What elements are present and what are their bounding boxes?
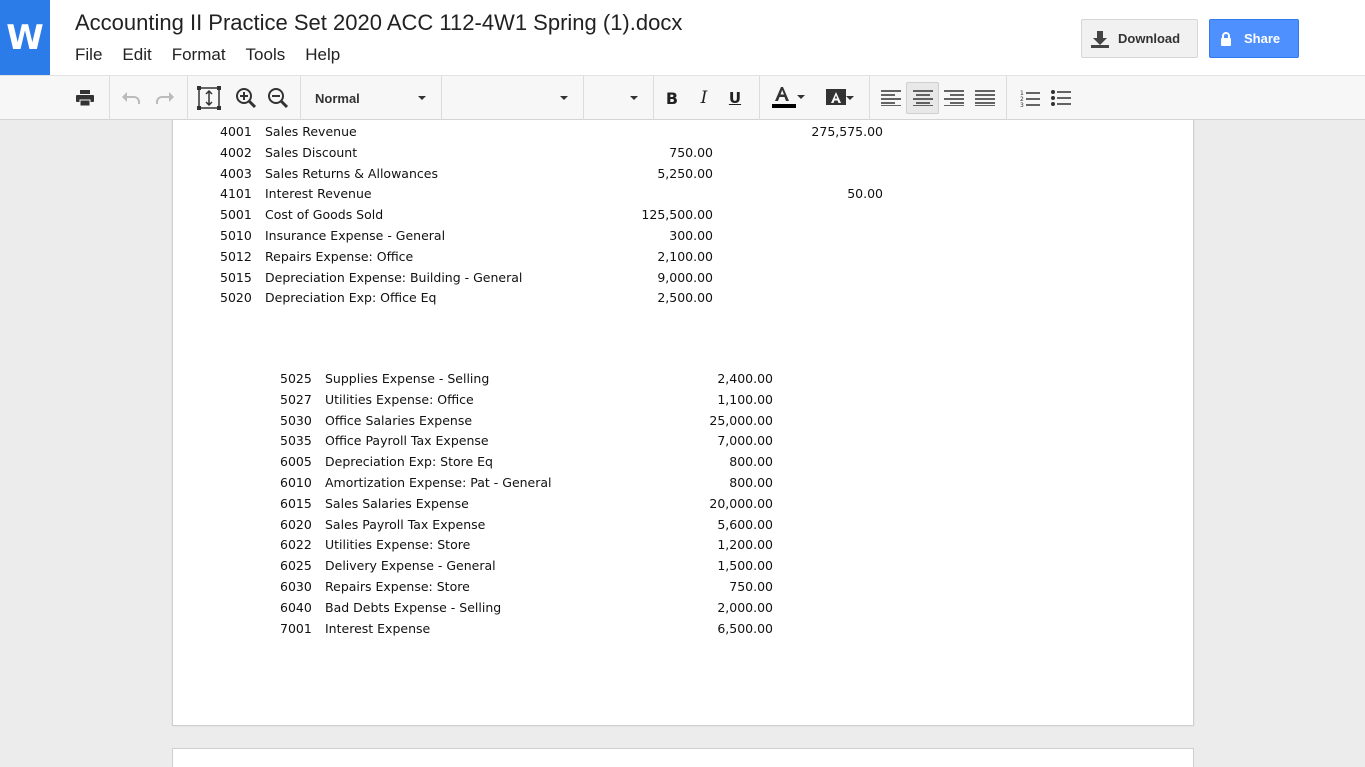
formatting-toolbar [0, 75, 1365, 120]
account-number: 5020 [220, 290, 252, 306]
zoom-in-button[interactable] [231, 76, 261, 120]
debit-amount: 800.00 [729, 454, 773, 470]
bold-button[interactable]: B [665, 88, 679, 108]
text-color-icon [772, 86, 798, 110]
account-name: Depreciation Exp: Office Eq [265, 290, 437, 306]
fit-page-button[interactable] [194, 76, 224, 120]
account-name: Sales Returns & Allowances [265, 165, 438, 181]
account-name: Insurance Expense - General [265, 228, 446, 243]
chevron-down-icon [560, 96, 568, 100]
account-name: Interest Revenue [265, 186, 372, 202]
bulleted-list-icon [1051, 89, 1071, 107]
account-number: 6040 [280, 599, 312, 615]
document-title[interactable]: Accounting II Practice Set 2020 ACC 112-4W1 Spring (1).docx [75, 10, 683, 35]
menu-tools[interactable]: Tools [245, 45, 286, 64]
account-name: Interest Expense [325, 620, 431, 636]
debit-amount: 9,000.00 [657, 269, 713, 285]
font-size-select[interactable] [584, 76, 653, 120]
app-header [0, 0, 1365, 75]
ledger-row [280, 558, 880, 574]
account-number: 5015 [220, 269, 252, 285]
account-name: Sales Salaries Expense [325, 495, 469, 511]
ledger-row [220, 186, 920, 202]
italic-button[interactable]: I [700, 88, 708, 108]
account-name: Utilities Expense: Store [325, 537, 471, 553]
menu-edit[interactable]: Edit [122, 45, 152, 64]
undo-icon [121, 91, 141, 105]
ledger-row [280, 517, 880, 533]
ledger-row [280, 621, 880, 637]
menu-bar [75, 45, 360, 65]
document-page-next [172, 748, 1194, 767]
account-number: 4002 [220, 144, 252, 160]
ledger-row [280, 600, 880, 616]
debit-amount: 5,250.00 [657, 165, 713, 181]
account-name: Sales Payroll Tax Expense [325, 516, 486, 532]
account-number: 6010 [280, 475, 312, 490]
ledger-row [280, 496, 880, 512]
download-icon [1090, 30, 1110, 48]
account-number: 6030 [280, 579, 312, 594]
account-number: 6025 [280, 558, 312, 574]
print-icon [76, 90, 94, 106]
download-button[interactable] [1081, 19, 1198, 58]
font-family-select[interactable] [442, 76, 583, 120]
bulleted-list-button[interactable] [1046, 76, 1076, 120]
debit-amount: 2,400.00 [717, 371, 773, 386]
chevron-down-icon [846, 96, 854, 100]
menu-file[interactable]: File [75, 45, 103, 64]
paragraph-style-select[interactable] [301, 76, 441, 120]
chevron-down-icon [797, 95, 805, 99]
account-name: Repairs Expense: Office [265, 248, 414, 264]
zoom-out-button[interactable] [263, 76, 293, 120]
lock-icon [1220, 32, 1232, 46]
account-number: 5001 [220, 207, 252, 223]
ledger-row [220, 228, 920, 244]
ledger-row [280, 371, 880, 387]
account-number: 5012 [220, 248, 252, 264]
debit-amount: 1,100.00 [717, 391, 773, 407]
zoom-out-icon [267, 87, 289, 109]
account-name: Bad Debts Expense - Selling [325, 599, 502, 615]
debit-amount: 750.00 [729, 579, 773, 594]
account-number: 6015 [280, 495, 312, 511]
account-name: Depreciation Expense: Building - General [265, 269, 523, 285]
align-left-button[interactable] [876, 76, 906, 120]
share-label: Share [1244, 31, 1281, 46]
fit-page-icon [197, 86, 221, 110]
align-center-button[interactable] [906, 82, 939, 114]
ledger-row [220, 166, 920, 182]
justify-icon [975, 90, 995, 106]
ledger-row [280, 537, 880, 553]
account-name: Cost of Goods Sold [265, 207, 384, 223]
debit-amount: 1,200.00 [717, 537, 773, 553]
debit-amount: 2,100.00 [657, 248, 713, 264]
debit-amount: 300.00 [669, 228, 713, 243]
menu-help[interactable]: Help [305, 45, 341, 64]
debit-amount: 6,500.00 [717, 620, 773, 636]
redo-icon [155, 91, 175, 105]
undo-button[interactable] [117, 76, 145, 120]
app-logo-letter: W [6, 17, 44, 58]
redo-button[interactable] [151, 76, 179, 120]
ledger-row [220, 124, 920, 140]
account-number: 4101 [220, 186, 252, 202]
ledger-row [280, 433, 880, 449]
account-number: 6005 [280, 454, 312, 470]
account-name: Utilities Expense: Office [325, 391, 474, 407]
underline-button[interactable]: U [728, 89, 742, 107]
download-label: Download [1118, 31, 1181, 46]
ledger-row [220, 249, 920, 265]
debit-amount: 2,500.00 [657, 290, 713, 306]
debit-amount: 125,500.00 [641, 207, 713, 223]
ledger-row [220, 145, 920, 161]
debit-amount: 1,500.00 [717, 558, 773, 574]
debit-amount: 750.00 [669, 144, 713, 160]
text-color-button[interactable] [763, 76, 807, 120]
debit-amount: 5,600.00 [717, 516, 773, 532]
account-number: 5035 [280, 433, 312, 449]
chevron-down-icon [630, 96, 638, 100]
svg-text:1: 1 [1020, 90, 1024, 97]
debit-amount: 25,000.00 [709, 412, 773, 428]
debit-amount: 7,000.00 [717, 433, 773, 449]
debit-amount: 20,000.00 [709, 495, 773, 511]
numbered-list-icon [1020, 89, 1040, 107]
highlight-icon [826, 89, 846, 107]
ledger-row [280, 392, 880, 408]
ledger-row [220, 207, 920, 223]
align-center-icon [913, 90, 933, 106]
account-number: 4003 [220, 165, 252, 181]
credit-amount: 50.00 [847, 186, 883, 202]
account-number: 6020 [280, 516, 312, 532]
account-name: Office Payroll Tax Expense [325, 433, 489, 449]
account-number: 7001 [280, 620, 312, 636]
ledger-row [220, 270, 920, 286]
ledger-row [280, 475, 880, 491]
ledger-row [280, 413, 880, 429]
account-name: Repairs Expense: Store [325, 579, 470, 594]
highlight-color-button[interactable] [814, 76, 858, 120]
debit-amount: 2,000.00 [717, 599, 773, 615]
align-left-icon [881, 90, 901, 106]
menu-format[interactable]: Format [171, 45, 226, 64]
account-name: Delivery Expense - General [325, 558, 496, 574]
chevron-down-icon [418, 96, 426, 100]
account-number: 5025 [280, 371, 312, 386]
app-logo[interactable] [0, 0, 50, 75]
account-name: Depreciation Exp: Store Eq [325, 454, 493, 470]
print-button[interactable] [70, 76, 100, 120]
account-name: Office Salaries Expense [325, 412, 473, 428]
account-number: 4001 [220, 124, 252, 139]
account-number: 5027 [280, 391, 312, 407]
ledger-row [280, 454, 880, 470]
account-number: 6022 [280, 537, 312, 553]
share-button[interactable] [1209, 19, 1299, 58]
numbered-list-button[interactable] [1015, 76, 1045, 120]
account-name: Sales Revenue [265, 124, 357, 139]
account-name: Amortization Expense: Pat - General [325, 475, 552, 490]
debit-amount: 800.00 [729, 475, 773, 490]
svg-text:3: 3 [1020, 102, 1024, 107]
ledger-row [280, 579, 880, 595]
account-number: 5010 [220, 228, 252, 243]
credit-amount: 275,575.00 [811, 124, 883, 139]
account-number: 5030 [280, 412, 312, 428]
align-right-icon [944, 90, 964, 106]
zoom-in-icon [235, 87, 257, 109]
align-right-button[interactable] [939, 76, 969, 120]
svg-text:2: 2 [1020, 96, 1024, 103]
ledger-row [220, 290, 920, 306]
account-name: Sales Discount [265, 144, 358, 160]
document-page [172, 90, 1194, 726]
justify-button[interactable] [970, 76, 1000, 120]
paragraph-style-value: Normal [315, 90, 360, 106]
account-name: Supplies Expense - Selling [325, 371, 490, 386]
